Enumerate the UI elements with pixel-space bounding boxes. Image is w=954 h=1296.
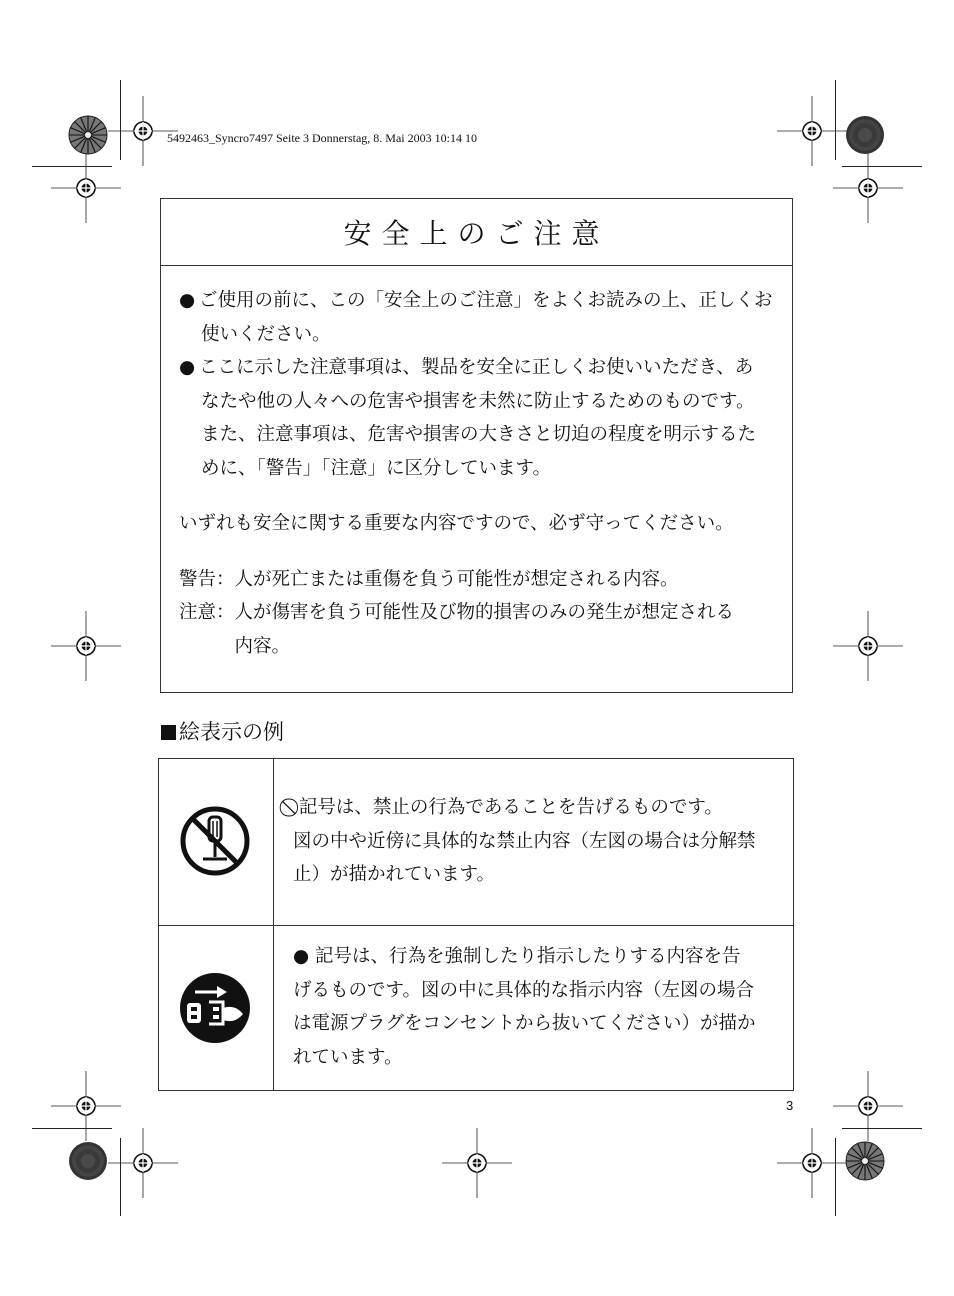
instruction-description bbox=[293, 940, 775, 1074]
symbol-examples-table bbox=[158, 758, 794, 1091]
caution-text-line: 人が傷害を負う可能性及び物的損害のみの発生が想定される bbox=[234, 602, 735, 623]
disassembly-prohibited-icon bbox=[177, 803, 253, 879]
page-number: 3 bbox=[786, 1098, 794, 1113]
text-line: ここに示した注意事項は、製品を安全に正しくお使いいただき、あ bbox=[199, 357, 754, 378]
bullet-dot-icon: ● bbox=[179, 357, 196, 378]
text-line: また、注意事項は、危害や損害の大きさと切迫の程度を明示するた bbox=[201, 424, 757, 445]
bullet-dot-icon: ● bbox=[179, 290, 196, 311]
must-follow-note: いずれも安全に関する重要な内容ですので、必ず守ってください。 bbox=[179, 513, 734, 534]
examples-title-text: 絵表示の例 bbox=[179, 720, 284, 744]
text-line: 記号は、行為を強制したり指示したりする内容を告 bbox=[309, 946, 741, 967]
text-line: げるものです。図の中に具体的な指示内容（左図の場合 bbox=[293, 979, 755, 1001]
warning-definition bbox=[179, 563, 772, 597]
text-line: 図の中や近傍に具体的な禁止内容（左図の場合は分解禁 bbox=[293, 830, 756, 852]
text-line: なたや他の人々への危害や損害を未然に防止するためのものです。 bbox=[201, 390, 755, 412]
caution-definition bbox=[179, 596, 772, 663]
text-line: 使いください。 bbox=[201, 323, 331, 345]
bullet-paragraph-1 bbox=[179, 284, 772, 351]
table-row bbox=[159, 759, 793, 926]
print-header: 5492463_Syncro7497 Seite 3 Donnerstag, 8. Mai 2003 10:14 10 bbox=[167, 131, 477, 145]
bullet-paragraph-2 bbox=[179, 351, 772, 485]
text-line: は電源プラグをコンセントから抜いてください）が描か bbox=[293, 1013, 756, 1034]
prohibition-description bbox=[293, 791, 775, 892]
table-row bbox=[159, 926, 793, 1090]
square-bullet-icon bbox=[161, 725, 176, 740]
instruction-symbol-icon: ● bbox=[293, 946, 310, 967]
warning-text: 人が死亡または重傷を負う可能性が想定される内容。 bbox=[234, 568, 679, 590]
text-line: ご使用の前に、この「安全上のご注意」をよくお読みの上、正しくお bbox=[199, 290, 773, 311]
text-line: れています。 bbox=[293, 1046, 403, 1068]
safety-precautions-box bbox=[160, 198, 793, 693]
safety-title: 安全上のご注意 bbox=[161, 199, 792, 266]
unplug-power-icon bbox=[177, 970, 253, 1046]
safety-body bbox=[161, 266, 792, 663]
warning-label: 警告： bbox=[179, 568, 235, 590]
examples-section-title bbox=[161, 716, 284, 746]
caution-label: 注意： bbox=[179, 602, 235, 623]
text-line: 止）が描かれています。 bbox=[293, 864, 496, 885]
text-line: 記号は、禁止の行為であることを告げるものです。 bbox=[293, 797, 723, 818]
text-line: めに、「警告」「注意」に区分しています。 bbox=[201, 457, 552, 479]
caution-text-line: 内容。 bbox=[234, 635, 291, 657]
